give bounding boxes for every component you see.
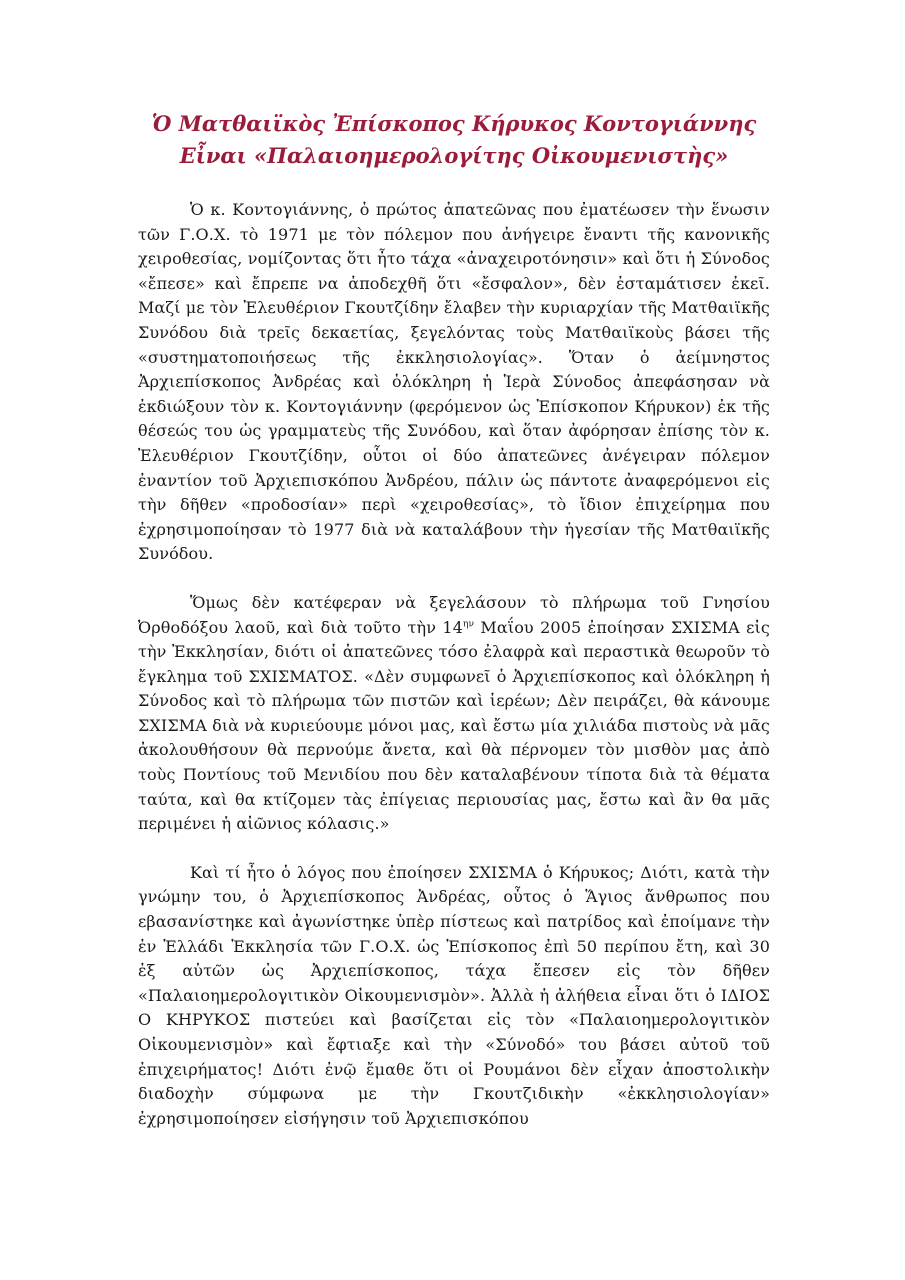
paragraph-1: Ὁ κ. Κοντογιάννης, ὁ πρώτος ἀπατεῶνας που ἐματέωσεν τὴν ἕνωσιν τῶν Γ.Ο.Χ. τὸ 1971 με τὸν πόλεμον που ἀνήγειρε ἔναντι τῆς κανονικῆς χειροθεσίας, νομίζοντας ὅτι ἦτο τάχα «ἀναχειροτόνησιν» καὶ ὅτι ἡ Σύνοδος «ἔπεσε» καὶ ἔπρεπε να ἀποδεχθῆ ὅτι «ἔσφαλον», δὲν ἐσταμάτισεν ἐκεῖ. Μαζί με τὸν Ἐλευθέριον Γκουτζίδην ἔλαβεν τὴν κυριαρχίαν τῆς Ματθαιϊκῆς Συνόδου διὰ τρεῖς δεκαετίας, ξεγελόντας τοὺς Ματθαιϊκοὺς βάσει τῆς «συστηματοποιήσεως τῆς ἐκκλησιολογίας». Ὅταν ὁ ἀείμνηστος Ἀρχιεπίσκοπος Ἀνδρέας καὶ ὁλόκληρη ἡ Ἱερὰ Σύνοδος ἀπεφάσησαν νὰ ἐκδιώξουν τὸν κ. Κοντογιάννην (φερόμενον ὡς Ἐπίσκοπον Κήρυκον) ἐκ τῆς θέσεώς του ὡς γραμματεὺς τῆς Συνόδου, καὶ ὅταν ἀφόρησαν ἐπίσης τὸν κ. Ἐλευθέριον Γκουτζίδην, οὗτοι οἱ δύο ἀπατεῶνες ἀνέγειραν πόλεμον ἐναντίον τοῦ Ἀρχιεπισκόπου Ἀνδρέου, πάλιν ὡς πάντοτε ἀναφερόμενοι εἰς τὴν δῆθεν «προδοσίαν» περὶ «χειροθεσίας», τὸ ἴδιον ἐπιχείρημα που ἐχρησιμοποίησαν τὸ 1977 διὰ νὰ καταλάβουν τὴν ἡγεσίαν τῆς Ματθαιϊκῆς Συνόδου. bbox=[138, 200, 770, 564]
document-page bbox=[138, 108, 770, 1155]
paragraph-3: Καὶ τί ἦτο ὁ λόγος που ἐποίησεν ΣΧΙΣΜΑ ὁ Κήρυκος; Διότι, κατὰ τὴν γνώμην του, ὁ Ἀρχιεπίσκοπος Ἀνδρέας, οὗτος ὁ Ἅγιος ἄνθρωπος που εβασανίστηκε καὶ ἀγωνίστηκε ὑπὲρ πίστεως καὶ πατρίδος καὶ ἐποίμανε τὴν ἐν Ἑλλάδι Ἐκκλησία τῶν Γ.Ο.Χ. ὡς Ἐπίσκοπος ἐπὶ 50 περίπου ἔτη, καὶ 30 ἐξ αὐτῶν ὡς Ἀρχιεπίσκοπος, τάχα ἔπεσεν εἰς τὸν δῆθεν «Παλαιοημερολογιτικὸν Οἰκουμενισμὸν». Ἀλλὰ ἡ ἀλήθεια εἶναι ὅτι ὁ ΙΔΙΟΣ Ο ΚΗΡΥΚΟΣ πιστεύει καὶ βασίζεται εἰς τὸν «Παλαιοημερολογιτικὸν Οἰκουμενισμὸν» καὶ ἔφτιαξε καὶ τὴν «Σύνοδό» του βάσει αὐτοῦ τοῦ ἐπιχειρήματος! Διότι ἐνῷ ἔμαθε ὅτι οἱ Ρουμάνοι δὲν εἶχαν ἀποστολικὴν διαδοχὴν σύμφωνα με τὴν Γκουτζιδικὴν «ἐκκλησιολογίαν» ἐχρησιμοποίησεν εἰσήγησιν τοῦ Ἀρχιεπισκόπου bbox=[138, 862, 770, 1128]
title-line-1: Ὁ Ματθαιϊκὸς Ἐπίσκοπος Κήρυκος Κοντογιάννης bbox=[151, 111, 757, 136]
document-title bbox=[138, 108, 770, 172]
paragraph-2-rest: Μαΐου 2005 ἐποίησαν ΣΧΙΣΜΑ εἰς τὴν Ἐκκλησίαν, διότι οἱ ἀπατεῶνες τόσο ἐλαφρὰ καὶ περαστικὰ θεωροῦν τὸ ἔγκλημα τοῦ ΣΧΙΣΜΑΤΟΣ. «Δὲν συμφωνεῖ ὁ Ἀρχιεπίσκοπος καὶ ὁλόκληρη ἡ Σύνοδος καὶ τὸ πλήρωμα τῶν πιστῶν καὶ ἱερέων; Δὲν πειράζει, θὰ κάνουμε ΣΧΙΣΜΑ διὰ νὰ κυριεύουμε μόνοι μας, καὶ ἔστω μία χιλιάδα πιστοὺς νὰ μᾶς ἀκολουθήσουν θὰ περνούμε ἄνετα, καὶ θὰ πέρνομεν τὸν μισθὸν μας ἀπὸ τοὺς Ποντίους τοῦ Μενιδίου που δὲν καταλαβένουν τίποτα διὰ τὰ θέματα ταύτα, καὶ θα κτίζομεν τὰς ἐπίγειας περιουσίας μας, ἔστω καὶ ἂν θα μᾶς περιμένει ἡ αἰῶνιος κόλασις.» bbox=[138, 617, 770, 834]
paragraph-2 bbox=[138, 591, 770, 837]
title-line-2: Εἶναι «Παλαιοημερολογίτης Οἰκουμενιστὴς» bbox=[179, 143, 729, 168]
ordinal-superscript: ην bbox=[462, 619, 475, 630]
paragraph-2-start: Ὅμως δὲν κατέφεραν νὰ ξεγελάσουν τὸ πλήρωμα τοῦ Γνησίου Ὀρθοδόξου λαοῦ, καὶ διὰ τοῦτο τὴν 14 bbox=[138, 592, 770, 637]
